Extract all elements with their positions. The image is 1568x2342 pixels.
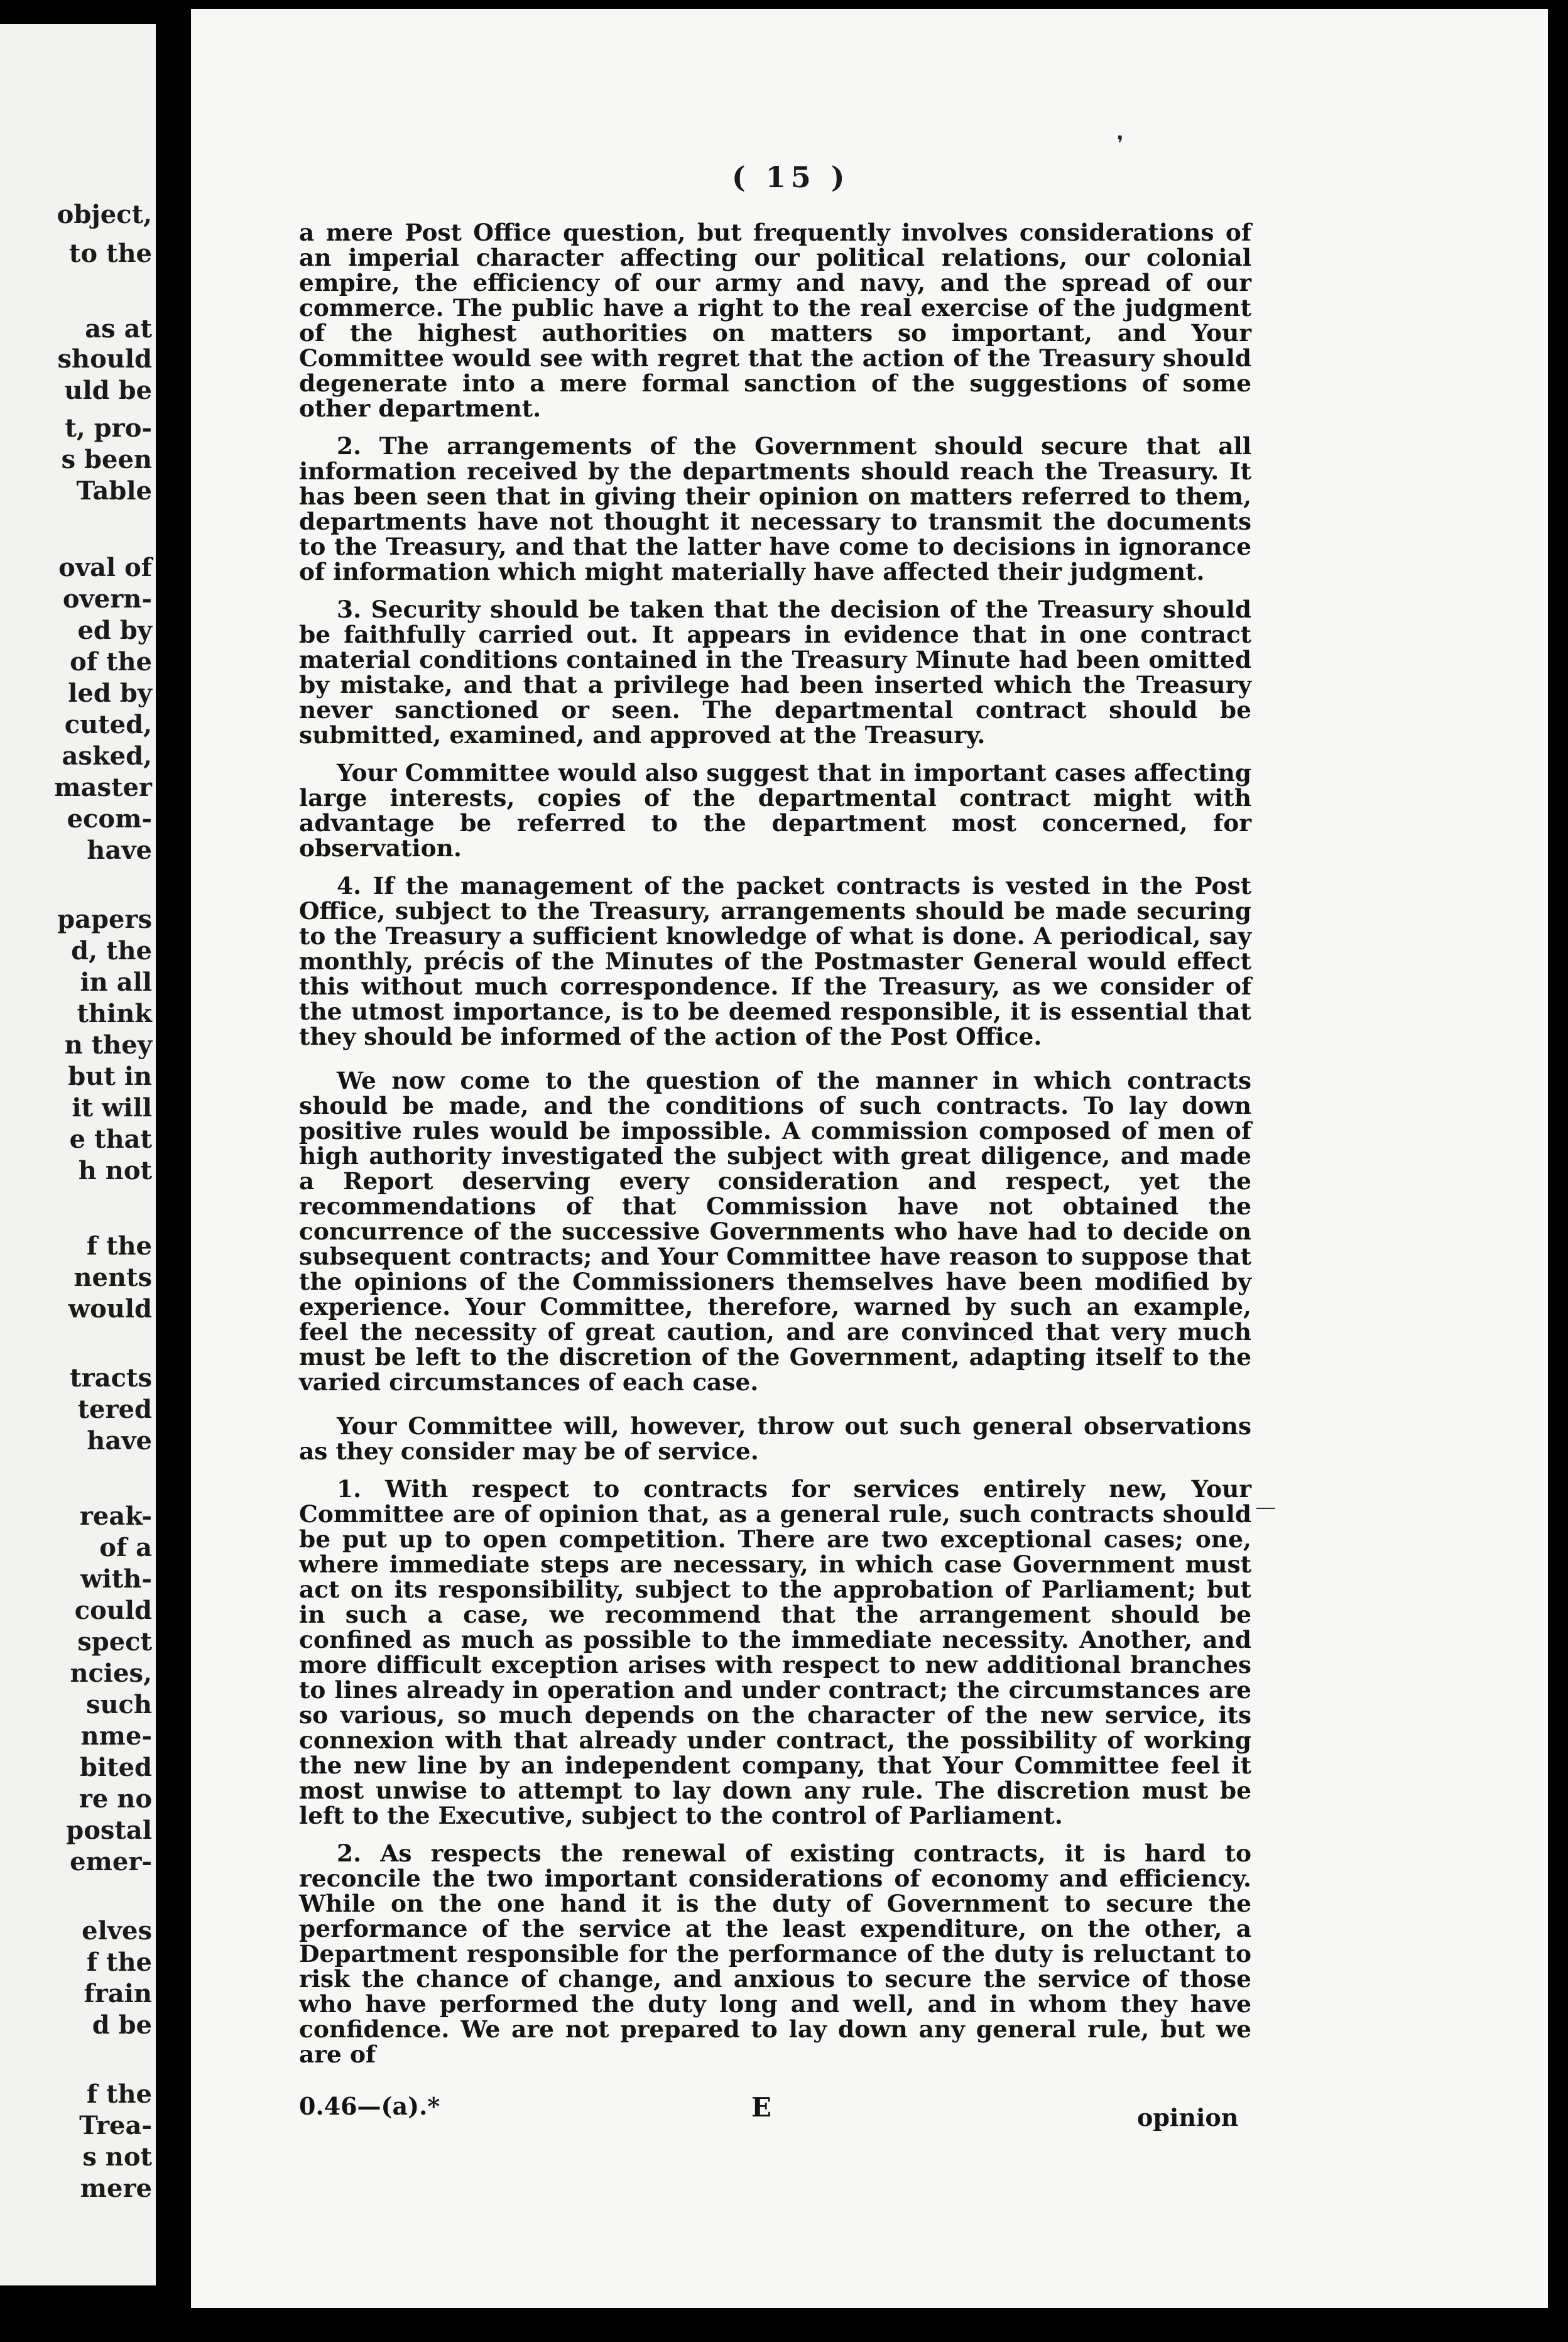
paragraph: 3. Security should be taken that the decision of the Treasury should be faithfully carried out. It appears in evidence that in one contract material conditions contained in the Treasury Minute had been omitted by mistake, and that a privilege had been inserted which the Treasury never sanctioned or seen. The departmental contract should be submitted, examined, and approved at the Treasury. [299, 596, 1251, 749]
facing-page-line: led by [68, 678, 152, 708]
facing-page-line: master [54, 773, 152, 802]
facing-page-line: of the [70, 647, 152, 677]
facing-page-line: think [77, 999, 152, 1028]
facing-page-line: f the [86, 2079, 152, 2109]
facing-page-line: such [85, 1690, 152, 1719]
facing-page-line: object, [57, 200, 152, 229]
facing-page-line: f the [86, 1231, 152, 1261]
facing-page-line: ed by [77, 616, 152, 645]
facing-page-line: frain [84, 1979, 152, 2008]
facing-page-line: ecom- [67, 804, 152, 834]
facing-page-line: bited [79, 1753, 152, 1782]
facing-page-line: f the [86, 1947, 152, 1977]
paragraph: a mere Post Office question, but frequently involves considerations of an imperial character affecting our political relations, our colonial empire, the efficiency of our army and navy, and the spread of our commerce. The public have a right to the real exercise of the judgment of the highest authorities on matters so important, and Your Committee would see with regret that the action of the Treasury should degenerate into a mere formal sanction of the suggestions of some other department. [299, 219, 1251, 422]
facing-page-line: should [57, 344, 152, 374]
facing-page-line: d be [92, 2010, 152, 2040]
facing-page-line: elves [82, 1916, 152, 1946]
facing-page-line: n they [64, 1030, 152, 1060]
facing-page-line: overn- [62, 584, 152, 614]
facing-page-line: could [74, 1596, 152, 1625]
facing-page-line: in all [80, 967, 152, 997]
facing-page-line: mere [80, 2174, 152, 2203]
facing-page-line: nents [74, 1263, 152, 1292]
facing-page-line: it will [72, 1093, 152, 1123]
facing-page-line: cuted, [64, 710, 152, 739]
paragraph: 2. The arrangements of the Government should secure that all information received by the departments should reach the Treasury. It has been seen that in giving their opinion on matters referred to them, departments have not thought it necessary to transmit the documents to the Treasury, and that the latter have come to decisions in ignorance of information which might materially have affected their judgment. [299, 432, 1251, 586]
facing-page-line: with- [80, 1564, 152, 1594]
margin-rule [1256, 1508, 1275, 1509]
facing-page-line: spect [77, 1627, 152, 1657]
facing-page-line: h not [78, 1156, 152, 1185]
paragraph: 4. If the management of the packet contracts is vested in the Post Office, subject to the Treasury, arrangements should be made securing to the Treasury a sufficient knowledge of what is done. A periodical, say monthly, précis of the Minutes of the Postmaster General would effect this without much correspondence. If the Treasury, as we consider of the utmost importance, is to be deemed responsible, it is essential that they should be informed of the action of the Post Office. [299, 872, 1251, 1050]
facing-page-line: to the [68, 239, 152, 268]
facing-page-line: as at [85, 314, 152, 344]
ink-mark: ❜ [1117, 131, 1124, 155]
paragraph: 1. With respect to contracts for services entirely new, Your Committee are of opinion that, as a general rule, such contracts should be put up to open competition. There are two exceptional cases; one, where immediate steps are necessary, in which case Government must act on its responsibility, subject to the approbation of Parliament; but in such a case, we recommend that the arrangement should be confined as much as possible to the immediate necessity. Another, and more difficult exception arises with respect to new additional branches to lines already in operation and under contract; the circumstances are so various, so much depends on the character of the new service, its connexion with that already under contract, the possibility of working the new line by an independent company, that Your Committee feel it most unwise to attempt to lay down any rule. The discretion must be left to the Executive, subject to the control of Parliament. [299, 1475, 1251, 1829]
facing-page-line: Trea- [79, 2111, 152, 2140]
facing-page-line: e that [69, 1125, 152, 1154]
catchword: opinion [1137, 2103, 1239, 2132]
facing-page-line: ncies, [70, 1658, 152, 1688]
facing-page-line: oval of [58, 553, 152, 582]
facing-page-line: would [68, 1294, 152, 1324]
facing-page-line: have [87, 1426, 152, 1456]
facing-page-line: tered [77, 1395, 152, 1424]
facing-page-line: d, the [71, 936, 152, 966]
facing-page-line: postal [66, 1816, 152, 1845]
facing-page-line: re no [79, 1784, 152, 1814]
paragraph: 2. As respects the renewal of existing contracts, it is hard to reconcile the two important considerations of economy and efficiency. While on the one hand it is the duty of Government to secure the performance of the service at the least expenditure, on the other, a Department responsible for the performance of the duty is reluctant to risk the chance of change, and anxious to secure the service of those who have performed the duty long and well, and in whom they have confidence. We are not prepared to lay down any general rule, but we are of [299, 1839, 1251, 2068]
facing-page-line: have [87, 836, 152, 865]
facing-page-line: s been [61, 445, 152, 474]
facing-page-line: uld be [64, 376, 152, 405]
body-text [299, 220, 1251, 2079]
paragraph: We now come to the question of the manner in which contracts should be made, and the conditions of such contracts. To lay down positive rules would be impossible. A commission composed of men of high authority investigated the subject with great diligence, and made a Report deserving every consideration and respect, yet the recommendations of that Commission have not obtained the concurrence of the successive Governments who have had to decide on subsequent contracts; and Your Committee have reason to suppose that the opinions of the Commissioners themselves have been modified by experience. Your Committee, therefore, warned by such an example, feel the necessity of great caution, and are convinced that very much must be left to the discretion of the Government, adapting itself to the varied circumstances of each case. [299, 1067, 1251, 1396]
page-number: ( 15 ) [732, 160, 850, 194]
facing-page-line: Table [76, 476, 152, 506]
signature-mark: 0.46—(a).* [299, 2092, 440, 2120]
facing-page-fragment [0, 24, 156, 2285]
facing-page-line: emer- [70, 1847, 152, 1876]
facing-page-line: s not [82, 2142, 152, 2172]
paragraph: Your Committee will, however, throw out such general observations as they consider may be of service. [299, 1412, 1251, 1465]
gathering-letter: E [751, 2092, 772, 2123]
facing-page-line: papers [57, 905, 152, 934]
facing-page-line: nme- [80, 1721, 152, 1751]
facing-page-line: t, pro- [65, 413, 152, 443]
paragraph: Your Committee would also suggest that in important cases affecting large interests, copies of the departmental contract might with advantage be referred to the department most concerned, for observation. [299, 759, 1251, 862]
facing-page-line: asked, [62, 741, 152, 771]
facing-page-line: of a [99, 1533, 152, 1562]
facing-page-line: but in [68, 1062, 152, 1091]
facing-page-line: tracts [70, 1363, 152, 1393]
facing-page-line: reak- [79, 1501, 152, 1531]
